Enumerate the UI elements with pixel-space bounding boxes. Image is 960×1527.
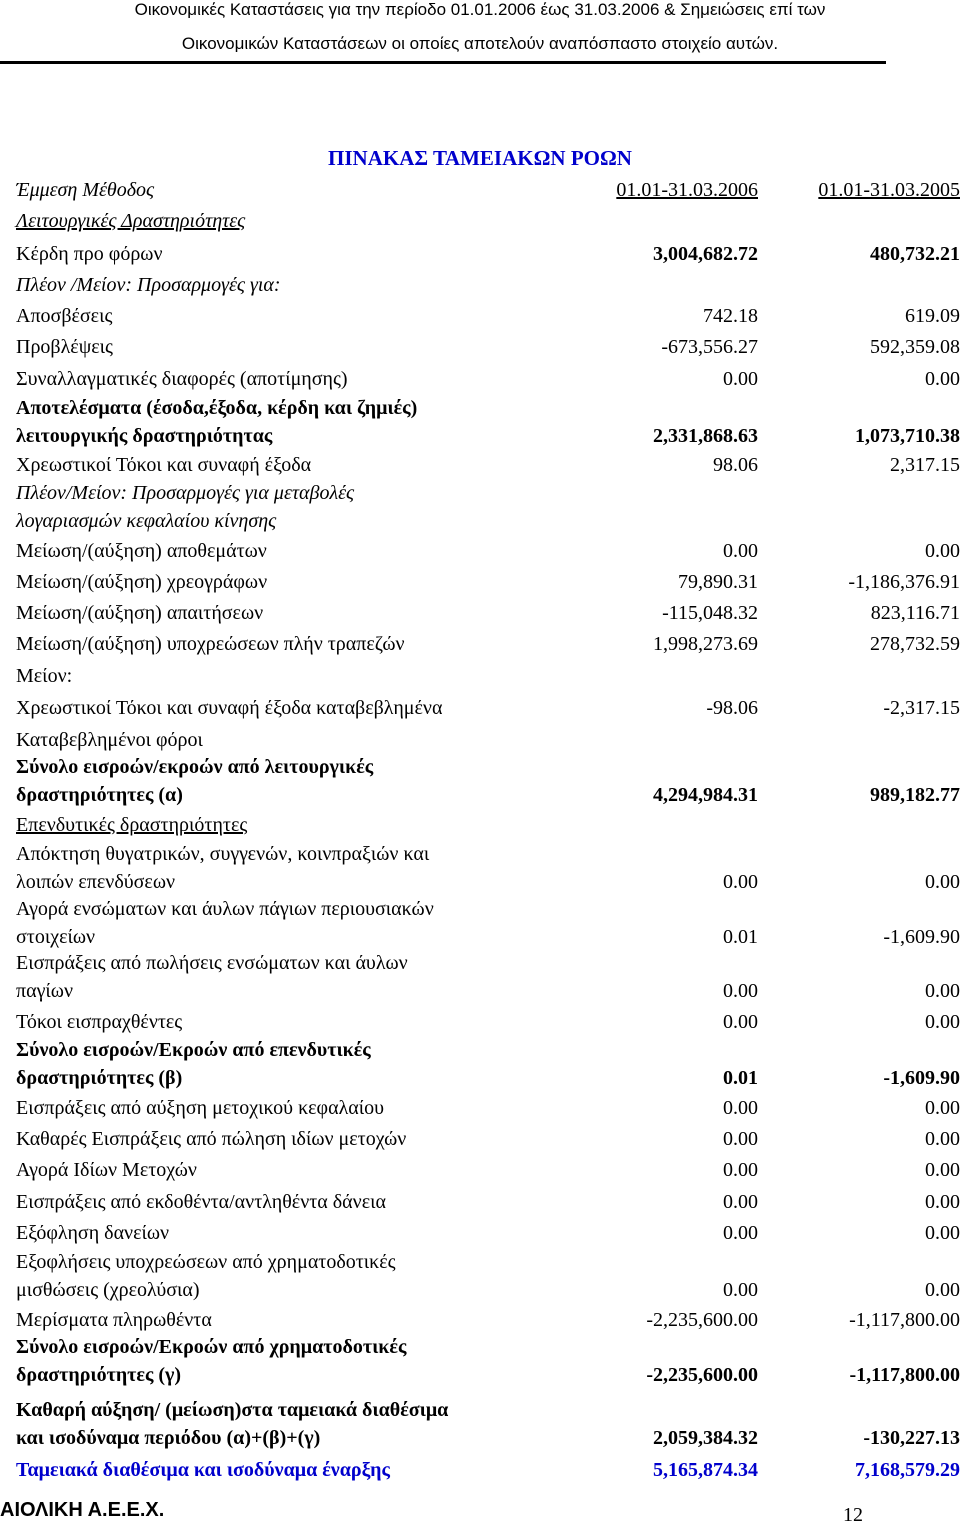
table-row [16,840,960,896]
header-line-2: Οικονομικών Καταστάσεων οι οποίες αποτελούν αναπόσπαστο στοιχείο αυτών. [181,34,779,53]
row-label: Λειτουργικές Δραστηριότητες [16,210,246,232]
row-label-line-2: και ισοδύναμα περιόδου (α)+(β)+(γ) [16,1427,321,1449]
value-2005: 480,732.21 [870,243,960,265]
value-2005: -1,609.90 [883,1067,960,1089]
row-label-line-2: παγίων [16,980,74,1002]
value-2006: 1,998,273.69 [653,633,758,655]
value-2005: 823,116.71 [870,602,960,624]
value-2005: -1,186,376.91 [848,571,960,593]
table-row-total [16,1036,960,1092]
value-2005: 1,073,710.38 [855,425,960,447]
table-row [16,479,960,535]
value-2005: 619.09 [905,305,960,327]
row-label: Αγορά ενσώματων και άυλων πάγιων περιουσιακών [16,898,434,920]
row-label: Απόκτηση θυγατρικών, συγγενών, κοινπραξιών και [16,843,430,865]
row-label: Αγορά Ιδίων Μετοχών [16,1159,197,1181]
value-2005: 0.00 [925,1279,960,1301]
value-2005: -1,117,800.00 [849,1309,960,1331]
row-label: Μείωση/(αύξηση) αποθεμάτων [16,540,267,562]
value-2005: 0.00 [925,871,960,893]
row-label: Εισπράξεις από αύξηση μετοχικού κεφαλαίου [16,1097,385,1119]
value-2006: 5,165,874.34 [653,1459,758,1481]
value-2006: -2,235,600.00 [646,1364,758,1386]
value-2005: 0.00 [925,980,960,1002]
row-label: Χρεωστικοί Τόκοι και συναφή έξοδα [16,454,312,476]
row-label-line-2: δραστηριότητες (α) [16,784,183,806]
row-label: Χρεωστικοί Τόκοι και συναφή έξοδα καταβεβλημένα [16,697,443,719]
row-label-line-2: λειτουργικής δραστηριότητας [16,425,273,447]
row-label: Σύνολο εισροών/Εκροών από χρηματοδοτικές [16,1336,407,1358]
row-label: Εισπράξεις από εκδοθέντα/αντληθέντα δάνεια [16,1191,386,1213]
value-2005: 278,732.59 [870,633,960,655]
column-header-2006: 01.01-31.03.2006 [616,179,758,201]
row-label: Μείωση/(αύξηση) υποχρεώσεων πλήν τραπεζών [16,633,405,655]
table-row-subtotal [16,394,960,450]
row-label: Τόκοι εισπραχθέντες [16,1011,183,1033]
table-row [16,895,960,951]
value-2006: 0.00 [723,980,758,1002]
row-label: Μείωση/(αύξηση) απαιτήσεων [16,602,264,624]
row-label: Καθαρές Εισπράξεις από πώληση ιδίων μετοχών [16,1128,407,1150]
value-2005: 0.00 [925,1011,960,1033]
value-2006: -98.06 [706,697,758,719]
column-header-2005: 01.01-31.03.2005 [818,179,960,201]
value-2005: 7,168,579.29 [855,1459,960,1481]
row-label: Ταμειακά διαθέσιμα και ισοδύναμα έναρξης [16,1459,390,1481]
value-2006: 0.00 [723,1128,758,1150]
row-label: Εξόφληση δανείων [16,1222,170,1244]
table-row [16,1248,960,1304]
row-label: Συναλλαγματικές διαφορές (αποτίμησης) [16,368,348,390]
value-2005: 0.00 [925,1191,960,1213]
row-label: Καταβεβλημένοι φόροι [16,729,203,751]
value-2006: 0.00 [723,368,758,390]
row-label: Αποτελέσματα (έσοδα,έξοδα, κέρδη και ζημιές) [16,397,418,419]
value-2006: 0.00 [723,540,758,562]
value-2005: -130,227.13 [863,1427,960,1449]
value-2006: 0.01 [723,1067,758,1089]
value-2006: 0.00 [723,1222,758,1244]
row-label: Μείον: [16,665,73,687]
header-rule [0,61,886,64]
value-2005: -1,117,800.00 [849,1364,960,1386]
value-2005: 592,359.08 [870,336,960,358]
row-label: Αποσβέσεις [16,305,113,327]
value-2006: 0.00 [723,871,758,893]
row-label: Κέρδη προ φόρων [16,243,163,265]
row-label: Καθαρή αύξηση/ (μείωση)στα ταμειακά διαθέσιμα [16,1399,449,1421]
value-2005: 0.00 [925,540,960,562]
row-label-line-2: δραστηριότητες (β) [16,1067,183,1089]
row-label: Πλέον /Μείον: Προσαρμογές για: [16,274,281,296]
page-number: 12 [843,1504,863,1526]
table-row-total [16,753,960,809]
row-label: Σύνολο εισροών/Εκροών από επενδυτικές [16,1039,371,1061]
value-2005: 2,317.15 [890,454,960,476]
value-2006: -673,556.27 [661,336,758,358]
row-label: Πλέον/Μείον: Προσαρμογές για μεταβολές [16,482,355,504]
table-title: ΠΙΝΑΚΑΣ ΤΑΜΕΙΑΚΩΝ ΡΟΩΝ [328,146,632,170]
value-2006: 2,059,384.32 [653,1427,758,1449]
row-label-line-2: στοιχείων [16,926,96,948]
value-2006: 0.00 [723,1159,758,1181]
row-label: Προβλέψεις [16,336,113,358]
row-label-line-2: μισθώσεις (χρεολύσια) [16,1279,200,1301]
table-row-total [16,1333,960,1389]
value-2006: 3,004,682.72 [653,243,758,265]
row-label-line-2: λοιπών επενδύσεων [16,871,176,893]
value-2006: 0.01 [723,926,758,948]
value-2006: 0.00 [723,1097,758,1119]
value-2006: 79,890.31 [678,571,758,593]
row-label: Έμμεση Μέθοδος [16,179,155,201]
value-2005: 0.00 [925,1128,960,1150]
value-2006: 0.00 [723,1011,758,1033]
company-name: ΑΙΟΛΙΚΗ Α.Ε.Ε.Χ. [0,1499,165,1521]
value-2005: 0.00 [925,368,960,390]
value-2006: -115,048.32 [662,602,758,624]
table-row-net-change [16,1396,960,1452]
value-2005: 0.00 [925,1097,960,1119]
row-label-line-2: δραστηριότητες (γ) [16,1364,182,1386]
value-2006: -2,235,600.00 [646,1309,758,1331]
row-label: Μείωση/(αύξηση) χρεογράφων [16,571,268,593]
row-label: Εξοφλήσεις υποχρεώσεων από χρηματοδοτικές [16,1251,396,1273]
value-2005: 0.00 [925,1222,960,1244]
value-2005: -1,609.90 [883,926,960,948]
table-row [16,949,960,1005]
header-line-1: Οικονομικές Καταστάσεις για την περίοδο 01.01.2006 έως 31.03.2006 & Σημειώσεις επί των [134,0,826,19]
value-2005: -2,317.15 [883,697,960,719]
value-2006: 0.00 [723,1191,758,1213]
value-2005: 989,182.77 [870,784,960,806]
value-2006: 98.06 [713,454,758,476]
row-label: Επενδυτικές δραστηριότητες [16,814,248,836]
value-2006: 742.18 [703,305,758,327]
row-label-line-2: λογαριασμών κεφαλαίου κίνησης [16,510,277,532]
value-2006: 2,331,868.63 [653,425,758,447]
value-2006: 4,294,984.31 [653,784,758,806]
row-label: Σύνολο εισροών/εκροών από λειτουργικές [16,756,374,778]
value-2005: 0.00 [925,1159,960,1181]
row-label: Εισπράξεις από πωλήσεις ενσώματων και άυλων [16,952,408,974]
value-2006: 0.00 [723,1279,758,1301]
row-label: Μερίσματα πληρωθέντα [16,1309,212,1331]
